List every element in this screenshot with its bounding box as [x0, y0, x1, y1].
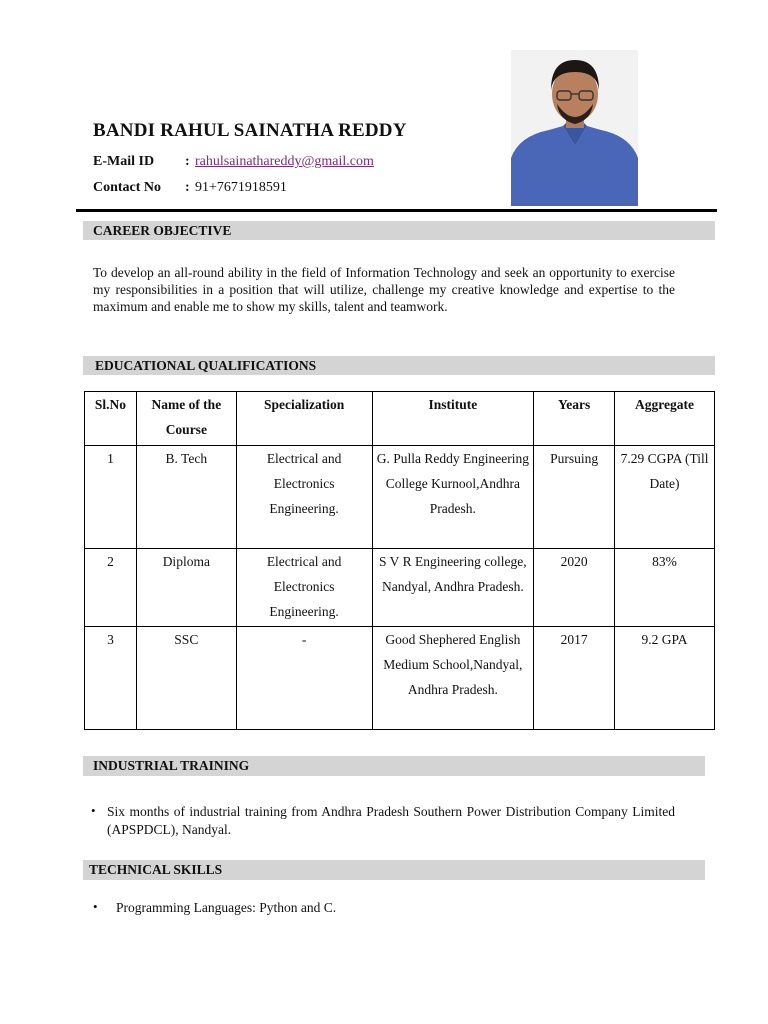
contact-label: Contact No — [93, 180, 162, 195]
cell-specialization: Electrical and Electronics Engineering. — [236, 446, 372, 549]
industrial-training-heading: INDUSTRIAL TRAINING — [83, 756, 705, 776]
cell-course: B. Tech — [136, 446, 236, 549]
skill-item: Programming Languages: Python and C. — [116, 900, 337, 915]
table-row — [85, 549, 715, 627]
cell-institute: Good Shephered English Medium School,Nandyal, Andhra Pradesh. — [372, 627, 534, 730]
cell-aggregate: 9.2 GPA — [615, 627, 715, 730]
email-label: E-Mail ID — [93, 154, 155, 169]
header-slno: Sl.No — [85, 392, 137, 446]
cell-course: SSC — [136, 627, 236, 730]
cell-aggregate: 7.29 CGPA (Till Date) — [615, 446, 715, 549]
email-link[interactable]: rahulsainathareddy@gmail.com — [195, 154, 374, 169]
education-table — [84, 391, 715, 730]
cell-years: Pursuing — [534, 446, 615, 549]
cell-institute: S V R Engineering college, Nandyal, Andhra Pradesh. — [372, 549, 534, 627]
email-colon: : — [185, 154, 190, 169]
candidate-name: BANDI RAHUL SAINATHA REDDY — [93, 120, 407, 141]
education-heading: EDUCATIONAL QUALIFICATIONS — [83, 356, 715, 375]
table-header-row — [85, 392, 715, 446]
table-row — [85, 446, 715, 549]
cell-slno: 2 — [85, 549, 137, 627]
bullet-icon: • — [93, 899, 98, 914]
cell-years: 2020 — [534, 549, 615, 627]
contact-colon: : — [185, 180, 190, 195]
cell-slno: 3 — [85, 627, 137, 730]
career-objective-heading: CAREER OBJECTIVE — [83, 221, 715, 240]
cell-institute: G. Pulla Reddy Engineering College Kurnool,Andhra Pradesh. — [372, 446, 534, 549]
cell-specialization: Electrical and Electronics Engineering. — [236, 549, 372, 627]
header-years: Years — [534, 392, 615, 446]
header-specialization: Specialization — [236, 392, 372, 446]
table-row — [85, 627, 715, 730]
technical-skills-heading: TECHNICAL SKILLS — [83, 860, 705, 880]
header-institute: Institute — [372, 392, 534, 446]
bullet-icon: • — [91, 803, 96, 818]
career-objective-text: To develop an all-round ability in the field of Information Technology and seek an opportunity to exercise my responsibilities in a position that will utilize, challenge my creative knowledge and expertise to the maximum and enable me to show my skills, talent and teamwork. — [93, 265, 675, 314]
cell-course: Diploma — [136, 549, 236, 627]
cell-slno: 1 — [85, 446, 137, 549]
profile-photo — [511, 50, 638, 206]
contact-number: 91+7671918591 — [195, 180, 287, 195]
header-divider — [76, 209, 717, 212]
header-aggregate: Aggregate — [615, 392, 715, 446]
cell-specialization: - — [236, 627, 372, 730]
cell-years: 2017 — [534, 627, 615, 730]
training-item: Six months of industrial training from Andhra Pradesh Southern Power Distribution Company Limited (APSPDCL), Nandyal. — [107, 804, 675, 837]
cell-aggregate: 83% — [615, 549, 715, 627]
header-course: Name of the Course — [136, 392, 236, 446]
